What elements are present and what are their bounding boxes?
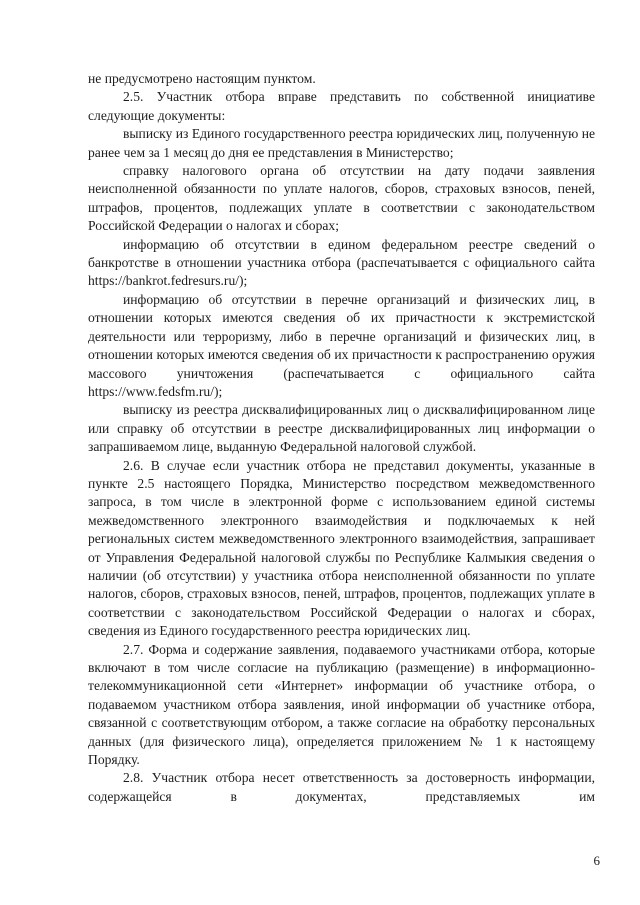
- paragraph-egrul-extract: выписку из Единого государственного реестра юридических лиц, полученную не ранее чем за 1 месяц до дня ее представления в Министерство;: [88, 126, 595, 160]
- paragraph-bankruptcy-info: информацию об отсутствии в едином федеральном реестре сведений о банкротстве в отношении участника отбора (распечатывается с официального сайта https://bankrot.fedresurs.ru/);: [88, 236, 595, 289]
- paragraph-tax-certificate: справку налогового органа об отсутствии на дату подачи заявления неисполненной обязанности по уплате налогов, сборов, страховых взносов, пеней, штрафов, процентов, подлежащих уплате в соответствии с законодательством Российской Федерации о налогах и сборах;: [88, 163, 595, 234]
- paragraph-2-8: 2.8. Участник отбора несет ответственность за достоверность информации, содержащейся в документах, представляемых им: [88, 770, 595, 804]
- paragraph-2-5: 2.5. Участник отбора вправе представить по собственной инициативе следующие документы:: [88, 89, 595, 123]
- paragraph-2-6: 2.6. В случае если участник отбора не представил документы, указанные в пункте 2.5 настоящего Порядка, Министерство посредством межведомственного запроса, в том числе в электронной форме с использованием единой системы межведомственного электронного взаимодействия и подключаемых к ней региональных систем межведомственного электронного взаимодействия, запрашивает от Управления Федеральной налоговой службы по Республике Калмыкия сведения о наличии (об отсутствии) у участника отбора неисполненной обязанности по уплате налогов, сборов, страховых взносов, пеней, штрафов, процентов, подлежащих уплате в соответствии с законодательством Российской Федерации о налогах и сборах, сведения из Единого государственного реестра юридических лиц.: [88, 457, 595, 639]
- document-body: [88, 70, 595, 806]
- page-number: 6: [593, 853, 600, 868]
- paragraph-continuation: не предусмотрено настоящим пунктом.: [88, 71, 316, 86]
- paragraph-extremism-info: информацию об отсутствии в перечне организаций и физических лиц, в отношении которых имеются сведения об их причастности к экстремистской деятельности или терроризму, либо в перечне организаций и физических лиц, в отношении которых имеются сведения об их причастности к распространению оружия массового уничтожения (распечатывается с официального сайта https://www.fedsfm.ru/);: [88, 291, 595, 399]
- paragraph-2-7: 2.7. Форма и содержание заявления, подаваемого участниками отбора, которые включают в том числе согласие на публикацию (размещение) в информационно-телекоммуникационной сети «Интернет» информации об участнике отбора, о подаваемом участником отбора заявления, иной информации об участнике отбора, связанной с соответствующим отбором, а также согласие на обработку персональных данных (для физического лица), определяется приложением № 1 к настоящему Порядку.: [88, 641, 595, 768]
- paragraph-disqualified-extract: выписку из реестра дисквалифицированных лиц о дисквалифицированном лице или справку об отсутствии в реестре дисквалифицированных лиц информации о запрашиваемом лице, выданную Федеральной налоговой службой.: [88, 402, 595, 455]
